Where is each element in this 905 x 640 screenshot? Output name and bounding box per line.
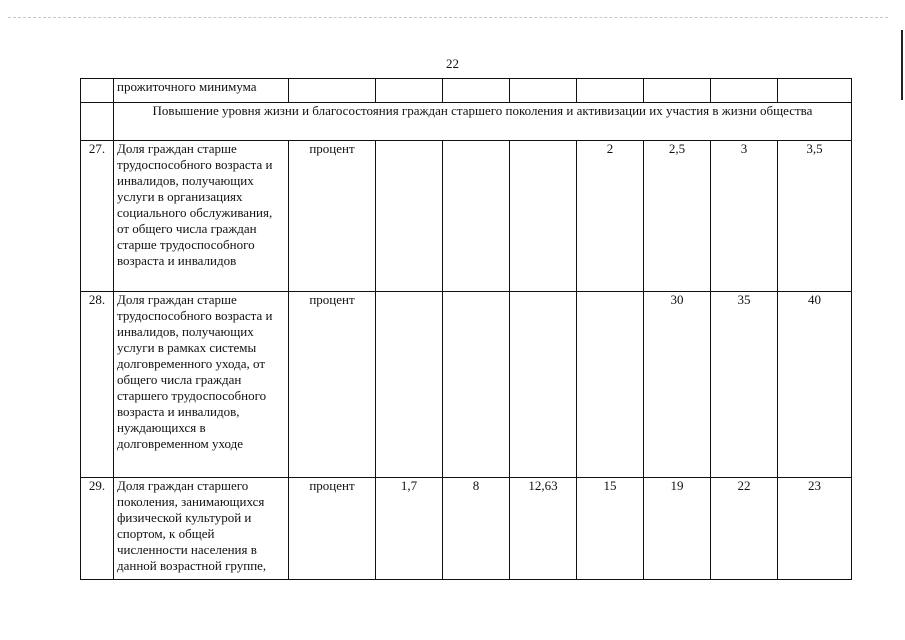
value-cell: 23 <box>778 478 852 580</box>
indicator-name: Доля граждан старшего поколения, занимающихся физической культурой и спортом, к общей численности населения в данной возрастной группе, <box>114 478 289 580</box>
cell-value <box>644 79 711 103</box>
row-number: 27. <box>81 141 114 292</box>
table-row-section <box>81 103 852 141</box>
value-cell: 3 <box>711 141 778 292</box>
value-cell: 40 <box>778 292 852 478</box>
cell-name: прожиточного минимума <box>114 79 289 103</box>
cell-value <box>510 79 577 103</box>
value-cell: 19 <box>644 478 711 580</box>
value-cell: 3,5 <box>778 141 852 292</box>
cell-unit <box>289 79 376 103</box>
table-row <box>81 141 852 292</box>
cell-value <box>443 79 510 103</box>
value-cell: 12,63 <box>510 478 577 580</box>
row-number: 29. <box>81 478 114 580</box>
value-cell <box>443 141 510 292</box>
value-cell: 2,5 <box>644 141 711 292</box>
value-cell <box>443 292 510 478</box>
indicator-name: Доля граждан старше трудоспособного возраста и инвалидов, получающих услуги в организациях социального обслуживания, от общего числа граждан старше трудоспособного возраста и инвалидов <box>114 141 289 292</box>
unit-cell: процент <box>289 292 376 478</box>
indicator-name: Доля граждан старше трудоспособного возраста и инвалидов, получающих услуги в рамках системы долговременного ухода, от общего числа граждан старшего трудоспособного возраста и инвалидов, нуждающихся в долговременном уходе <box>114 292 289 478</box>
value-cell: 15 <box>577 478 644 580</box>
scan-edge-line <box>8 17 888 18</box>
section-heading: Повышение уровня жизни и благосостояния граждан старшего поколения и активизации их участия в жизни общества <box>114 103 852 141</box>
cell-value <box>711 79 778 103</box>
cell-value <box>376 79 443 103</box>
value-cell <box>376 292 443 478</box>
table-row <box>81 292 852 478</box>
value-cell <box>376 141 443 292</box>
unit-cell: процент <box>289 478 376 580</box>
value-cell <box>510 141 577 292</box>
table-row-carry <box>81 79 852 103</box>
value-cell: 2 <box>577 141 644 292</box>
unit-cell: процент <box>289 141 376 292</box>
cell-value <box>577 79 644 103</box>
value-cell: 35 <box>711 292 778 478</box>
row-number: 28. <box>81 292 114 478</box>
value-cell <box>577 292 644 478</box>
table-row <box>81 478 852 580</box>
indicator-table <box>80 78 852 580</box>
cell-num <box>81 103 114 141</box>
value-cell: 22 <box>711 478 778 580</box>
cell-value <box>778 79 852 103</box>
value-cell: 8 <box>443 478 510 580</box>
value-cell: 1,7 <box>376 478 443 580</box>
cell-num <box>81 79 114 103</box>
value-cell: 30 <box>644 292 711 478</box>
value-cell <box>510 292 577 478</box>
page-number: 22 <box>446 56 459 71</box>
